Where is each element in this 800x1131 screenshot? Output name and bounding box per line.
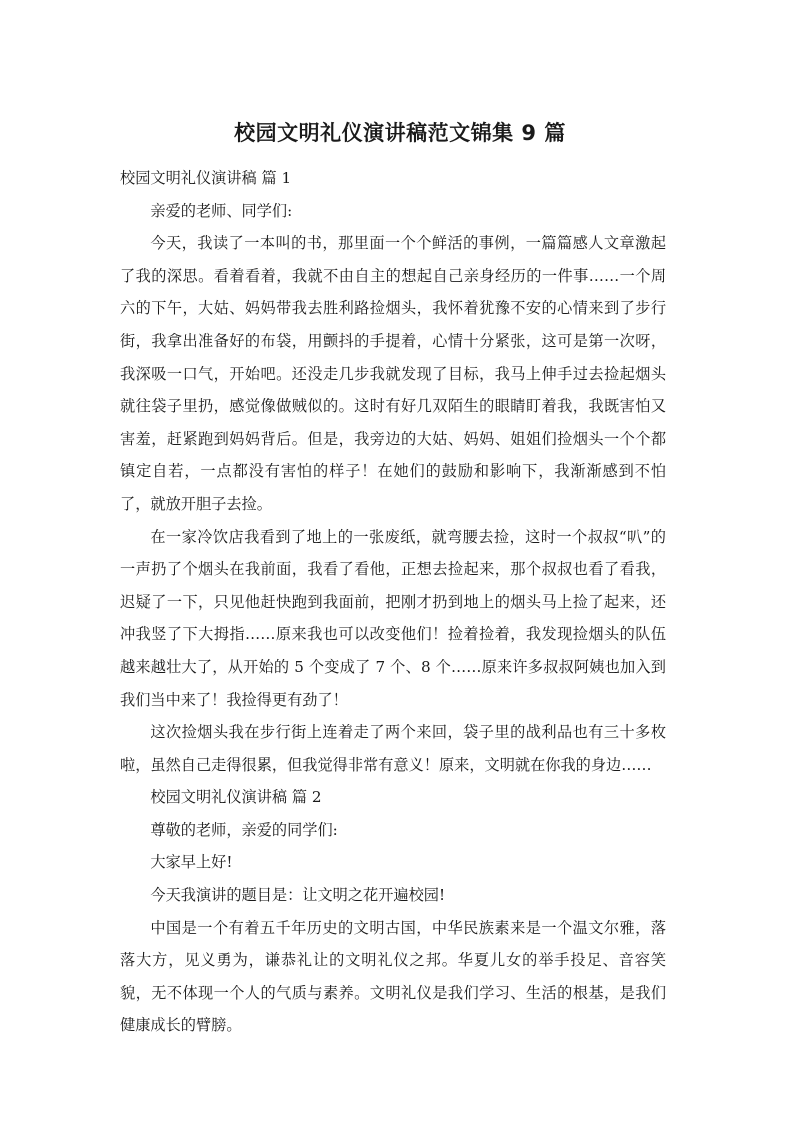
article-2-paragraph: 今天我演讲的题目是：让文明之花开遍校园! <box>150 886 446 905</box>
article-2-heading: 校园文明礼仪演讲稿 篇 2 <box>150 788 322 807</box>
article-1-heading: 校园文明礼仪演讲稿 篇 1 <box>120 169 292 187</box>
article-1-paragraph: 今天，我读了一本叫的书，那里面一个个鲜活的事例，一篇篇感人文章激起了我的深思。看着看着，我就不由自主的想起自己亲身经历的一件事……一个周六的下午，大姑、妈妈带我去胜利路捡烟头，我怀着犹豫不安的心情来到了步行街，我拿出准备好的布袋，用颤抖的手提着，心情十分紧张，这可是第一次呀，我深吸一口气，开始吧。还没走几步我就发现了目标，我马上伸手过去捡起烟头就往袋子里扔，感觉像做贼似的。这时有好几双陌生的眼睛盯着我，我既害怕又害羞，赶紧跑到妈妈背后。但是，我旁边的大姑、妈妈、姐姐们捡烟头一个个都镇定自若，一点都没有害怕的样子！在她们的鼓励和影响下，我渐渐感到不怕了，就放开胆子去捡。 <box>120 234 666 513</box>
article-1-paragraph: 这次捡烟头我在步行街上连着走了两个来回，袋子里的战利品也有三十多枚啦，虽然自己走得很累，但我觉得非常有意义！原来，文明就在你我的身边…… <box>120 723 666 774</box>
document-body <box>120 162 666 1042</box>
article-2-paragraph: 大家早上好! <box>150 853 233 872</box>
document-title: 校园文明礼仪演讲稿范文锦集 9 篇 <box>234 121 566 145</box>
article-2-paragraph: 尊敬的老师，亲爱的同学们: <box>150 820 338 839</box>
article-1-paragraph: 在一家冷饮店我看到了地上的一张废纸，就弯腰去捡，这时一个叔叔“叭”的一声扔了个烟头在我前面，我看了看他，正想去捡起来，那个叔叔也看了看我，迟疑了一下，只见他赶快跑到我面前，把刚才扔到地上的烟头马上捡了起来，还冲我竖了下大拇指……原来我也可以改变他们！捡着捡着，我发现捡烟头的队伍越来越壮大了，从开始的 5 个变成了 7 个、8 个……原来许多叔叔阿姨也加入到我们当中来了！我捡得更有劲了！ <box>120 527 666 709</box>
article-2-paragraph: 中国是一个有着五千年历史的文明古国，中华民族素来是一个温文尔雅，落落大方，见义勇为，谦恭礼让的文明礼仪之邦。华夏儿女的举手投足、音容笑貌，无不体现一个人的气质与素养。文明礼仪是我们学习、生活的根基，是我们健康成长的臂膀。 <box>120 918 666 1035</box>
article-1-paragraph: 亲爱的老师、同学们: <box>150 201 293 220</box>
